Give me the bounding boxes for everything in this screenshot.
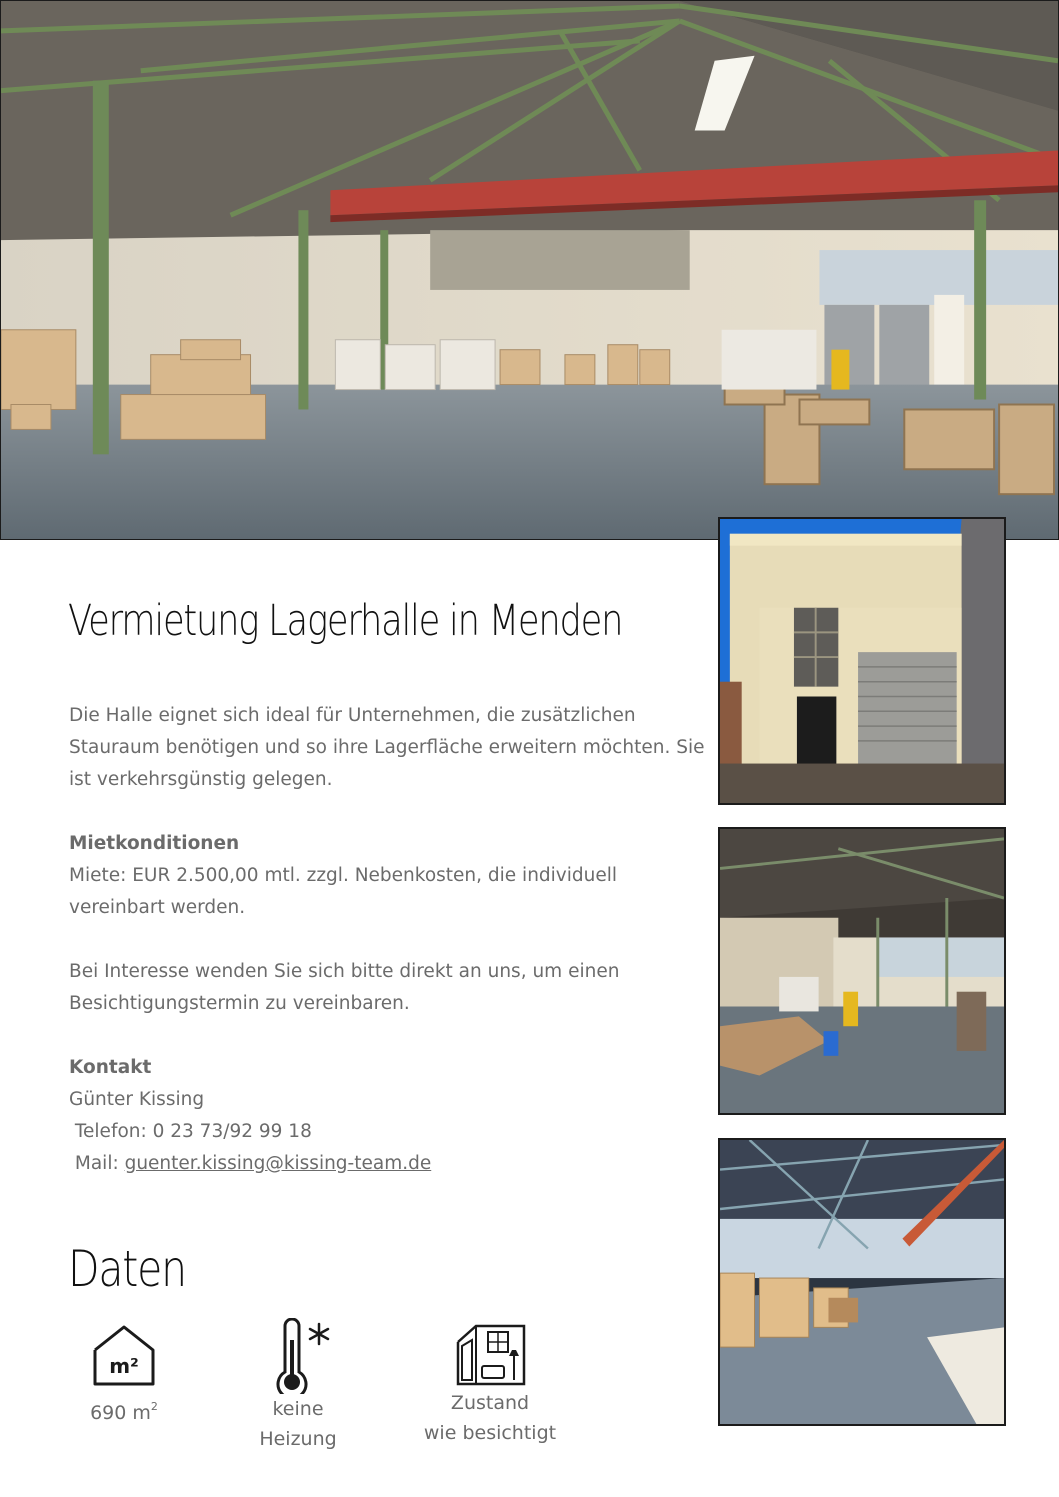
page-title: Vermietung Lagerhalle in Menden bbox=[68, 596, 623, 646]
contact-email-link[interactable]: guenter.kissing@kissing-team.de bbox=[124, 1153, 432, 1174]
contact-mail-label: Mail: bbox=[69, 1153, 125, 1174]
description-block bbox=[69, 700, 709, 1180]
contact-heading: Kontakt bbox=[69, 1057, 152, 1078]
contact-phone: Telefon: 0 23 73/92 99 18 bbox=[69, 1121, 312, 1142]
house-m2-icon bbox=[91, 1322, 157, 1388]
feature-condition bbox=[410, 1322, 570, 1448]
intro-text: Die Halle eignet sich ideal für Unternehmen, die zusätzlichen Stauraum benötigen und so ihre Lagerfläche erweitern möchten. Sie ist verkehrsgünstig gelegen. bbox=[69, 705, 705, 790]
feature-area-value bbox=[74, 1392, 174, 1428]
condition-line2: wie besichtigt bbox=[423, 1422, 557, 1444]
data-section-heading: Daten bbox=[68, 1240, 186, 1298]
exterior-building-photo bbox=[718, 517, 1006, 805]
feature-heating bbox=[238, 1318, 358, 1454]
area-value: 690 m bbox=[90, 1402, 151, 1424]
room-interior-icon bbox=[454, 1322, 526, 1388]
feature-area bbox=[74, 1322, 174, 1428]
contact-mail-line bbox=[69, 1148, 709, 1180]
interior-hall-photo-1 bbox=[718, 827, 1006, 1115]
condition-line1: Zustand bbox=[450, 1392, 530, 1414]
rent-text: Miete: EUR 2.500,00 mtl. zzgl. Nebenkosten, die individuell vereinbart werden. bbox=[69, 865, 618, 918]
rent-heading: Mietkonditionen bbox=[69, 833, 240, 854]
interest-text: Bei Interesse wenden Sie sich bitte direkt an uns, um einen Besichtigungstermin zu vereinbaren. bbox=[69, 961, 620, 1014]
heating-line1: keine bbox=[272, 1398, 324, 1420]
contact-name: Günter Kissing bbox=[69, 1089, 205, 1110]
area-unit-sup: 2 bbox=[150, 1400, 158, 1413]
interior-hall-photo-2 bbox=[718, 1138, 1006, 1426]
hero-warehouse-photo bbox=[0, 0, 1059, 540]
heating-line2: Heizung bbox=[259, 1428, 337, 1450]
thermometer-snowflake-icon bbox=[263, 1318, 333, 1394]
house-m2-icon-text: m² bbox=[109, 1354, 139, 1378]
